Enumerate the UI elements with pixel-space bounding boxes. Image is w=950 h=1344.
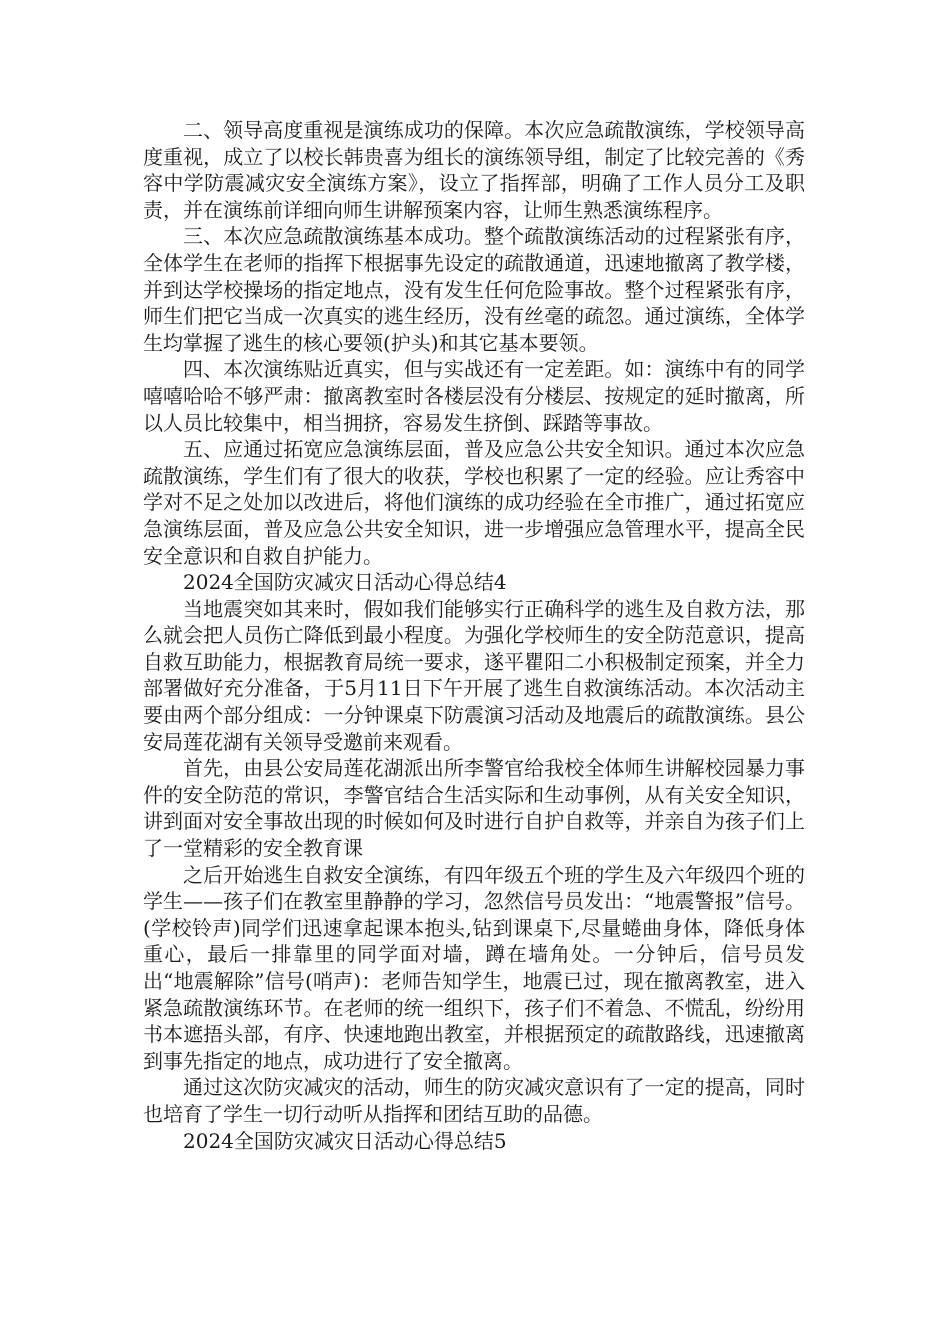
document-page	[143, 117, 805, 1154]
section-heading-4: 2024全国防灾减灾日活动心得总结4	[183, 570, 507, 595]
section-heading-5: 2024全国防灾减灾日活动心得总结5	[183, 1128, 507, 1153]
paragraph-broaden-drills: 五、应通过拓宽应急演练层面，普及应急公共安全知识。通过本次应急疏散演练，学生们有了很大的收获，学校也积累了一定的经验。应让秀容中学对不足之处加以改进后，将他们演练的成功经验在全市推广，通过拓宽应急演练层面，普及应急公共安全知识，进一步增强应急管理水平，提高全民安全意识和自救自护能力。	[143, 437, 805, 568]
paragraph-police-lecture: 首先，由县公安局莲花湖派出所李警官给我校全体师生讲解校园暴力事件的安全防范的常识，李警官结合生活实际和生动事例，从有关安全知识，讲到面对安全事故出现的时候如何及时进行自护自救等，并亲自为孩子们上了一堂精彩的安全教育课	[143, 756, 805, 861]
paragraph-leadership: 二、领导高度重视是演练成功的保障。本次应急疏散演练，学校领导高度重视，成立了以校长韩贵喜为组长的演练领导组，制定了比较完善的《秀容中学防震减灾安全演练方案》，设立了指挥部，明确了工作人员分工及职责，并在演练前详细向师生讲解预案内容，让师生熟悉演练程序。	[143, 118, 805, 222]
paragraph-drill-gap: 四、本次演练贴近真实，但与实战还有一定差距。如：演练中有的同学嘻嘻哈哈不够严肃：撤离教室时各楼层没有分楼层、按规定的延时撤离，所以人员比较集中，相当拥挤，容易发生挤倒、踩踏等事故。	[143, 357, 805, 435]
paragraph-drill-success: 三、本次应急疏散演练基本成功。整个疏散演练活动的过程紧张有序，全体学生在老师的指挥下根据事先设定的疏散通道，迅速地撤离了教学楼，并到达学校操场的指定地点，没有发生任何危险事故。整个过程紧张有序，师生们把它当成一次真实的逃生经历，没有丝毫的疏忽。通过演练，全体学生均掌握了逃生的核心要领(护头)和其它基本要领。	[143, 224, 805, 355]
paragraph-earthquake-intro: 当地震突如其来时，假如我们能够实行正确科学的逃生及自救方法，那么就会把人员伤亡降低到最小程度。为强化学校师生的安全防范意识，提高自救互助能力，根据教育局统一要求，遂平瞿阳二小积极制定预案，并全力部署做好充分准备，于5月11日下午开展了逃生自救演练活动。本次活动主要由两个部分组成：一分钟课桌下防震演习活动及地震后的疏散演练。县公安局莲花湖有关领导受邀前来观看。	[143, 596, 805, 754]
paragraph-evacuation-drill: 之后开始逃生自救安全演练，有四年级五个班的学生及六年级四个班的学生——孩子们在教室里静静的学习，忽然信号员发出：“地震警报”信号。(学校铃声)同学们迅速拿起课本抱头,钻到课桌下,尽量蜷曲身体，降低身体重心，最后一排靠里的同学面对墙，蹲在墙角处。一分钟后，信号员发出“地震解除”信号(哨声)：老师告知学生，地震已过，现在撤离教室，进入紧急疏散演练环节。在老师的统一组织下，孩子们不着急、不慌乱，纷纷用书本遮捂头部，有序、快速地跑出教室，并根据预定的疏散路线，迅速撤离到事先指定的地点，成功进行了安全撤离。	[143, 862, 805, 1073]
paragraph-conclusion: 通过这次防灾减灾的活动，师生的防灾减灾意识有了一定的提高，同时也培育了学生一切行动听从指挥和团结互助的品德。	[143, 1075, 805, 1126]
